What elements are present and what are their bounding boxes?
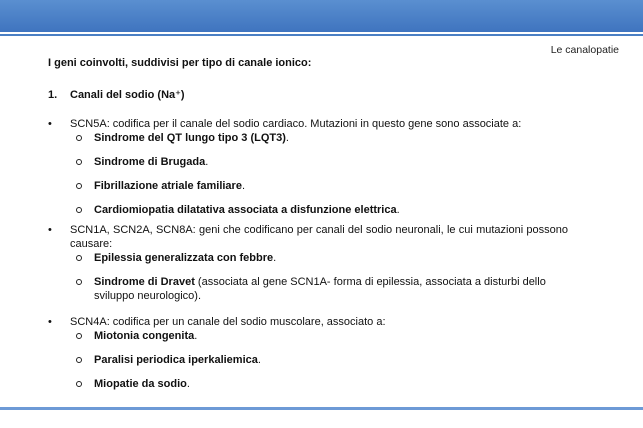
condition-suffix: . <box>285 132 289 144</box>
bullet-icon: • <box>48 118 52 130</box>
condition-name: Sindrome di Dravet <box>94 276 195 288</box>
condition-name: Paralisi periodica iperkaliemica <box>94 354 258 366</box>
condition-list <box>48 251 568 303</box>
condition-name: Miopatie da sodio <box>94 378 187 390</box>
item-number: 1. <box>48 89 58 101</box>
condition-suffix: . <box>205 156 209 168</box>
condition-name: Sindrome del QT lungo tipo 3 (LQT3) <box>94 132 286 144</box>
gene-row <box>48 315 568 329</box>
circle-bullet-icon <box>76 381 82 387</box>
gene-description: : codifica per il canale del sodio cardiaco. Mutazioni in questo gene sono associate a: <box>106 118 522 130</box>
condition-item <box>48 155 568 169</box>
gene-name: SCN5A <box>70 118 107 130</box>
condition-name: Fibrillazione atriale familiare <box>94 180 242 192</box>
gene-block-scn4a <box>48 315 568 391</box>
condition-item <box>48 275 568 303</box>
condition-name: Sindrome di Brugada <box>94 156 206 168</box>
condition-item <box>48 251 568 265</box>
condition-item <box>48 377 568 391</box>
gene-name: SCN4A <box>70 316 107 328</box>
gene-description: : geni che codificano per canali del sodio neuronali, le cui mutazioni possono causare: <box>70 224 568 250</box>
circle-bullet-icon <box>76 135 82 141</box>
header-divider <box>0 34 643 36</box>
item-title: Canali del sodio (Na⁺) <box>70 89 185 101</box>
condition-suffix: . <box>194 330 198 342</box>
circle-bullet-icon <box>76 255 82 261</box>
gene-row <box>48 117 568 131</box>
condition-name: Epilessia generalizzata con febbre <box>94 252 274 264</box>
bullet-icon: • <box>48 224 52 236</box>
footer-divider <box>0 407 643 410</box>
condition-item <box>48 203 568 217</box>
gene-description: : codifica per un canale del sodio muscolare, associato a: <box>106 316 386 328</box>
numbered-item <box>48 88 185 101</box>
condition-suffix: (associata al gene SCN1A- forma di epilessia, associata a disturbi dello sviluppo neurologico). <box>94 276 546 302</box>
circle-bullet-icon <box>76 333 82 339</box>
condition-suffix: . <box>186 378 190 390</box>
condition-suffix: . <box>257 354 261 366</box>
gene-block-scn5a <box>48 117 568 217</box>
condition-item <box>48 179 568 193</box>
circle-bullet-icon <box>76 279 82 285</box>
condition-item <box>48 353 568 367</box>
condition-list <box>48 329 568 391</box>
header-band <box>0 0 643 32</box>
condition-item <box>48 131 568 145</box>
bullet-icon: • <box>48 316 52 328</box>
condition-name: Cardiomiopatia dilatativa associata a disfunzione elettrica <box>94 204 397 216</box>
condition-name: Miotonia congenita <box>94 330 195 342</box>
gene-block-scn1a <box>48 223 568 303</box>
page-heading: I geni coinvolti, suddivisi per tipo di canale ionico: <box>48 57 312 69</box>
gene-name: SCN1A, SCN2A, SCN8A <box>70 224 193 236</box>
condition-suffix: . <box>241 180 246 192</box>
circle-bullet-icon <box>76 159 82 165</box>
circle-bullet-icon <box>76 357 82 363</box>
condition-suffix: . <box>396 204 400 216</box>
circle-bullet-icon <box>76 183 82 189</box>
condition-item <box>48 329 568 343</box>
condition-list <box>48 131 568 217</box>
condition-suffix: . <box>273 252 277 264</box>
circle-bullet-icon <box>76 207 82 213</box>
section-label: Le canalopatie <box>550 44 619 56</box>
gene-row <box>48 223 568 251</box>
